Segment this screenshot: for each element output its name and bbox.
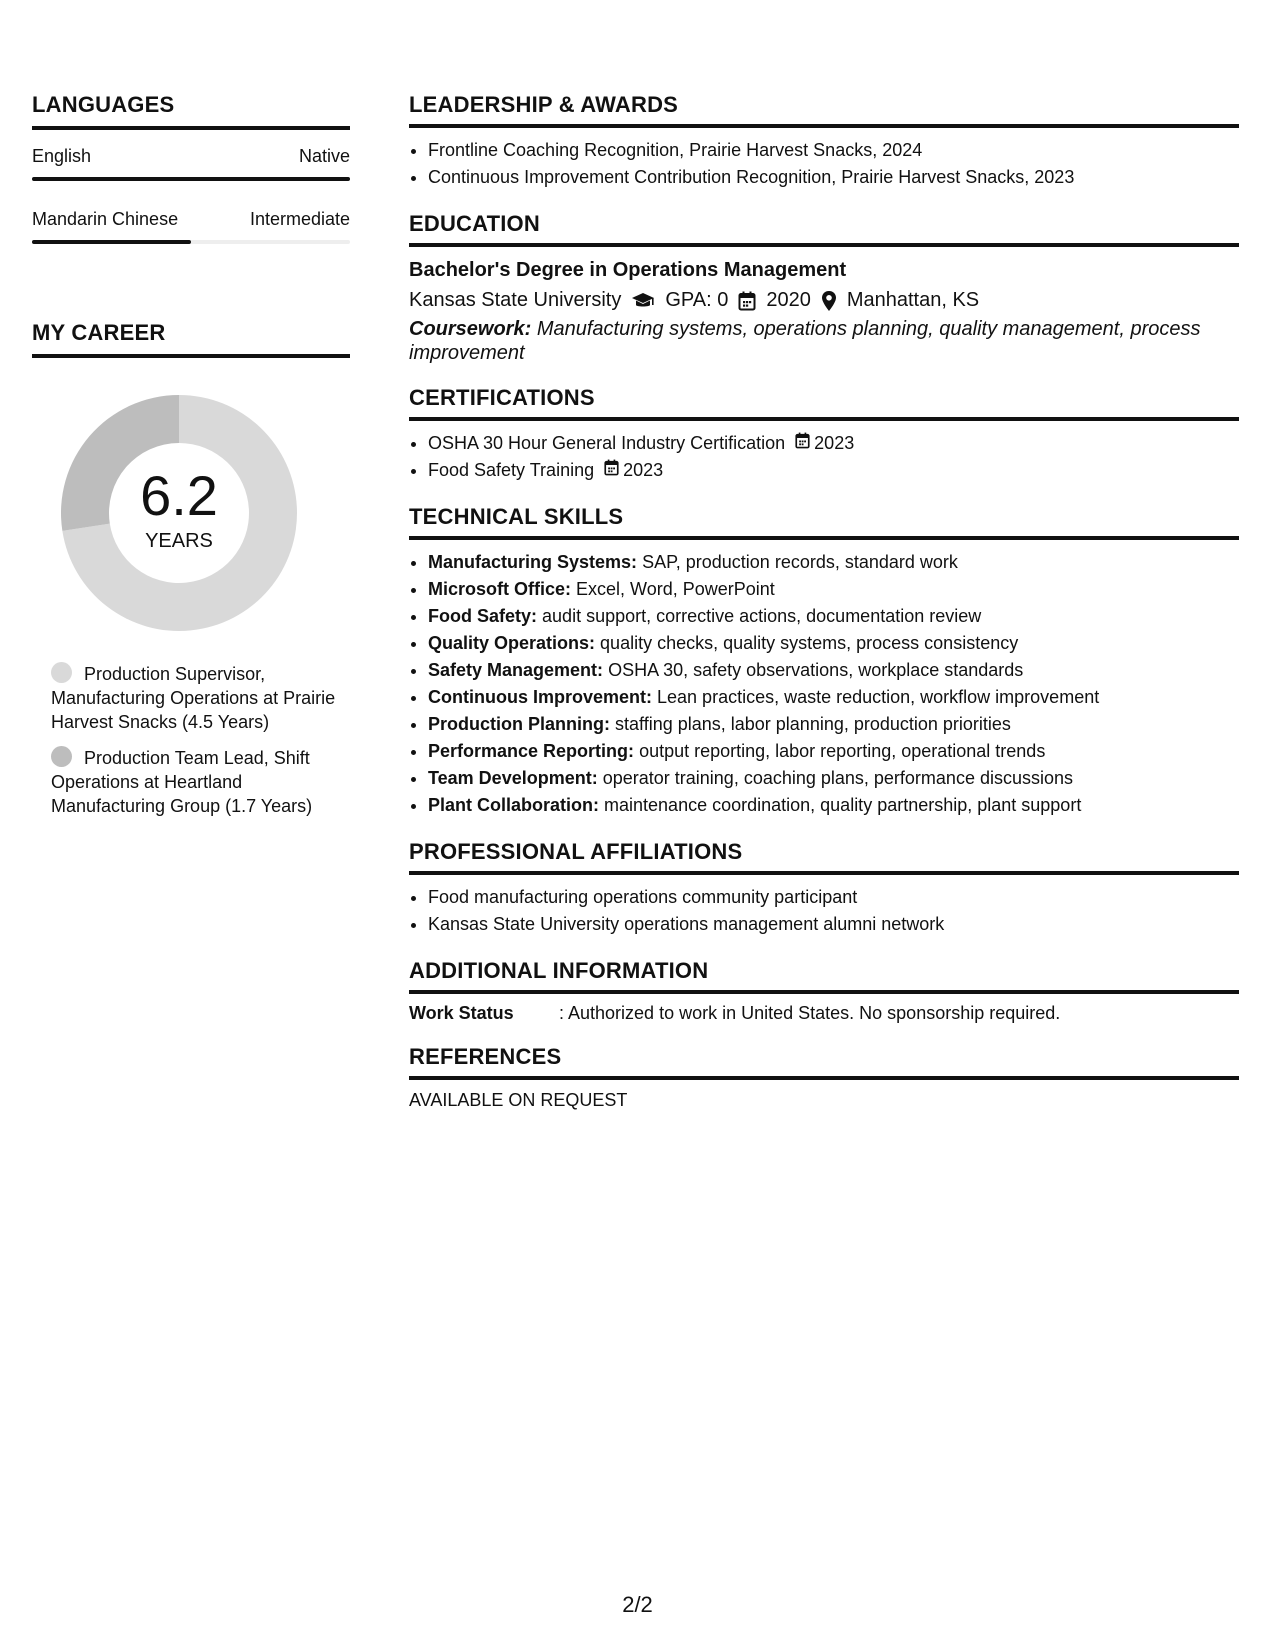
list-item	[428, 630, 1239, 657]
certifications-title: CERTIFICATIONS	[409, 385, 1239, 421]
language-proficiency-fill	[32, 177, 350, 181]
education-year: 2020	[766, 289, 811, 311]
skill-label: Safety Management:	[428, 660, 604, 680]
education-section	[409, 211, 1239, 365]
education-school: Kansas State University	[409, 289, 622, 311]
location-pin-icon	[821, 285, 837, 315]
language-name: Mandarin Chinese	[32, 209, 179, 229]
skill-text: Lean practices, waste reduction, workflow improvement	[657, 687, 1100, 707]
language-item	[32, 209, 350, 244]
graduation-cap-icon	[631, 285, 655, 315]
career-legend-text: Production Supervisor, Manufacturing Operations at Prairie Harvest Snacks (4.5 Years)	[51, 664, 336, 732]
right-column	[409, 92, 1239, 1131]
coursework-text: Manufacturing systems, operations planning, quality management, process improvement	[409, 318, 1201, 364]
skill-label: Plant Collaboration:	[428, 795, 599, 815]
list-item	[428, 792, 1239, 819]
skill-text: Excel, Word, PowerPoint	[576, 579, 775, 599]
list-item	[428, 765, 1239, 792]
additional-section	[409, 958, 1239, 1024]
education-title: EDUCATION	[409, 211, 1239, 247]
education-coursework	[409, 317, 1239, 365]
list-item	[428, 457, 1239, 484]
language-proficiency-bar	[32, 240, 350, 244]
references-text: AVAILABLE ON REQUEST	[409, 1090, 628, 1110]
calendar-icon	[738, 285, 756, 315]
skill-text: maintenance coordination, quality partnership, plant support	[604, 795, 1082, 815]
language-level: Intermediate	[249, 209, 350, 229]
skill-label: Quality Operations:	[428, 633, 596, 653]
skill-text: output reporting, labor reporting, operational trends	[639, 741, 1046, 761]
skill-label: Microsoft Office:	[428, 579, 572, 599]
career-legend-item	[51, 746, 341, 818]
list-item	[428, 576, 1239, 603]
legend-dot-icon	[51, 662, 72, 683]
certifications-section	[409, 385, 1239, 484]
certification-name: OSHA 30 Hour General Industry Certification	[428, 433, 786, 453]
list-item: • Kansas State University operations management alumni network	[428, 911, 1239, 938]
leadership-title: LEADERSHIP & AWARDS	[409, 92, 1239, 128]
legend-dot-icon	[51, 746, 72, 767]
language-name: English	[32, 146, 92, 166]
list-item: • Frontline Coaching Recognition, Prairie Harvest Snacks, 2024	[428, 137, 1239, 164]
references-title: REFERENCES	[409, 1044, 1239, 1080]
skills-section	[409, 504, 1239, 819]
certification-name: Food Safety Training	[428, 460, 595, 480]
languages-title: LANGUAGES	[32, 92, 350, 130]
career-legend	[32, 662, 341, 818]
certification-year: 2023	[814, 433, 855, 453]
skill-label: Food Safety:	[428, 606, 538, 626]
leadership-section	[409, 92, 1239, 191]
list-item	[428, 738, 1239, 765]
skill-label: Performance Reporting:	[428, 741, 635, 761]
additional-title: ADDITIONAL INFORMATION	[409, 958, 1239, 994]
skill-text: OSHA 30, safety observations, workplace standards	[608, 660, 1024, 680]
list-item: • Continuous Improvement Contribution Recognition, Prairie Harvest Snacks, 2023	[428, 164, 1239, 191]
list-item: • Food manufacturing operations community participant	[428, 884, 1239, 911]
skill-text: quality checks, quality systems, process consistency	[600, 633, 1019, 653]
list-item	[428, 711, 1239, 738]
certification-year: 2023	[623, 460, 664, 480]
coursework-label: Coursework:	[409, 318, 532, 340]
list-item	[428, 657, 1239, 684]
left-column	[32, 92, 350, 830]
skill-label: Manufacturing Systems:	[428, 552, 638, 572]
career-legend-text: Production Team Lead, Shift Operations at Heartland Manufacturing Group (1.7 Years)	[51, 748, 313, 816]
language-proficiency-fill	[32, 240, 191, 244]
references-section	[409, 1044, 1239, 1111]
career-donut-chart	[56, 390, 302, 636]
skill-label: Continuous Improvement:	[428, 687, 652, 707]
calendar-icon	[604, 457, 619, 484]
work-status-label: Work Status	[409, 1003, 514, 1023]
language-level: Native	[298, 146, 350, 166]
page-number: 2/2	[622, 1592, 653, 1617]
education-degree: Bachelor's Degree in Operations Management	[409, 259, 847, 281]
list-item	[428, 549, 1239, 576]
language-proficiency-bar	[32, 177, 350, 181]
affiliations-section	[409, 839, 1239, 938]
list-item	[428, 603, 1239, 630]
career-total-unit: YEARS	[145, 529, 213, 552]
skill-text: operator training, coaching plans, performance discussions	[602, 768, 1073, 788]
calendar-icon	[795, 430, 810, 457]
education-gpa: GPA: 0	[665, 289, 729, 311]
list-item	[428, 684, 1239, 711]
skill-label: Production Planning:	[428, 714, 610, 734]
language-item	[32, 146, 350, 181]
skill-text: audit support, corrective actions, documentation review	[542, 606, 982, 626]
work-status-value: : Authorized to work in United States. No sponsorship required.	[559, 1003, 1061, 1023]
education-location: Manhattan, KS	[846, 289, 980, 311]
career-title: MY CAREER	[32, 320, 350, 358]
skills-title: TECHNICAL SKILLS	[409, 504, 1239, 540]
list-item	[428, 430, 1239, 457]
skill-label: Team Development:	[428, 768, 598, 788]
affiliations-title: PROFESSIONAL AFFILIATIONS	[409, 839, 1239, 875]
skill-text: SAP, production records, standard work	[642, 552, 958, 572]
career-total-value: 6.2	[140, 463, 218, 527]
skill-text: staffing plans, labor planning, production priorities	[615, 714, 1011, 734]
career-legend-item	[51, 662, 341, 734]
